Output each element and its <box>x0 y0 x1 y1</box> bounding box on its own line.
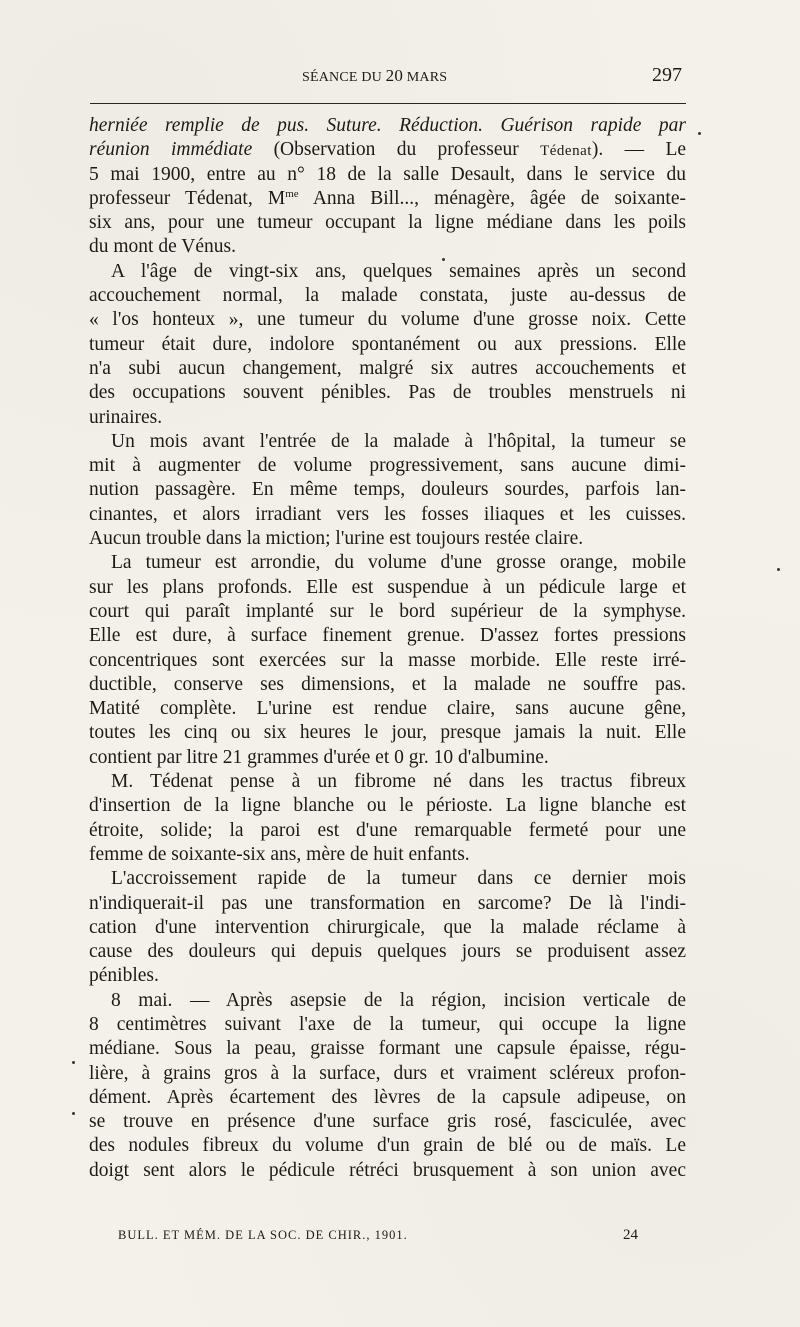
text-line <box>89 381 686 405</box>
text-run: n'indiquerait-il pas une transformation en sarcome? De là l'indi- <box>89 892 686 914</box>
text-line <box>89 430 686 454</box>
ink-speck <box>442 258 445 261</box>
text-line <box>89 1037 686 1061</box>
text-run: nution passagère. En même temps, douleurs sourdes, parfois lan- <box>89 479 686 501</box>
text-line <box>89 673 686 697</box>
text-run: M. Tédenat pense à un fibrome né dans les tractus fibreux <box>111 771 686 793</box>
text-run: A l'âge de vingt-six ans, quelques semaines après un second <box>111 260 686 282</box>
text-run: femme de soixante-six ans, mère de huit enfants. <box>89 843 470 865</box>
text-run: 5 mai 1900, entre au n° 18 de la salle Desault, dans le service du <box>89 163 686 185</box>
ink-speck <box>72 1112 75 1115</box>
text-run: sur les plans profonds. Elle est suspendue à un pédicule large et <box>89 576 686 598</box>
text-line <box>89 697 686 721</box>
text-line <box>89 406 686 430</box>
text-run: professeur Tédenat, M <box>89 187 286 209</box>
running-title <box>302 66 447 86</box>
text-line <box>89 235 686 259</box>
running-title-prefix: SÉANCE DU <box>302 70 386 85</box>
text-run: ductible, conserve ses dimensions, et la malade ne souffre pas. <box>89 673 686 695</box>
footer-signature: 24 <box>623 1227 638 1243</box>
text-run: réunion immédiate <box>89 139 253 161</box>
text-line <box>89 1086 686 1110</box>
text-line <box>89 819 686 843</box>
text-run: « l'os honteux », une tumeur du volume d'une grosse noix. Cette <box>89 309 686 331</box>
text-run: 8 centimètres suivant l'axe de la tumeur, qui occupe la ligne <box>89 1013 686 1035</box>
text-line <box>89 454 686 478</box>
text-run: contient par litre 21 grammes d'urée et 0 gr. 10 d'albumine. <box>89 746 549 768</box>
running-title-suffix: MARS <box>403 70 448 85</box>
text-run: Matité complète. L'urine est rendue claire, sans aucune gêne, <box>89 698 686 720</box>
text-run: mit à augmenter de volume progressivement, sans aucune dimi- <box>89 455 686 477</box>
footer-source: BULL. ET MÉM. DE LA SOC. DE CHIR., 1901. <box>118 1228 408 1242</box>
text-run: herniée remplie de pus. Suture. Réduction. Guérison rapide par <box>89 115 686 136</box>
text-run: du mont de Vénus. <box>89 236 236 258</box>
text-line <box>89 503 686 527</box>
text-line <box>89 600 686 624</box>
body-text <box>89 114 686 1183</box>
text-line <box>89 211 686 235</box>
text-line <box>89 187 686 211</box>
text-line <box>89 770 686 794</box>
text-run: court qui paraît implanté sur le bord supérieur de la symphyse. <box>89 600 686 622</box>
text-run: concentriques sont exercées sur la masse morbide. Elle reste irré- <box>89 649 686 671</box>
text-run: se trouve en présence d'une surface gris rosé, fasciculée, avec <box>89 1111 686 1133</box>
text-line <box>89 478 686 502</box>
text-run: urinaires. <box>89 406 163 428</box>
text-line <box>89 649 686 673</box>
text-line <box>89 916 686 940</box>
text-line <box>89 964 686 988</box>
text-run: six ans, pour une tumeur occupant la ligne médiane dans les poils <box>89 212 686 234</box>
text-line <box>89 1110 686 1134</box>
text-line <box>89 284 686 308</box>
text-line <box>89 163 686 187</box>
text-run: médiane. Sous la peau, graisse formant une capsule épaisse, régu- <box>89 1038 686 1060</box>
text-line <box>89 1013 686 1037</box>
text-line <box>89 867 686 891</box>
text-run: d'insertion de la ligne blanche ou le périoste. La ligne blanche est <box>89 795 686 817</box>
text-run: Elle est dure, à surface finement grenue. D'assez fortes pressions <box>89 625 686 647</box>
text-line <box>89 527 686 551</box>
page-number: 297 <box>652 64 682 86</box>
text-line <box>89 1134 686 1158</box>
text-line <box>89 989 686 1013</box>
text-line <box>89 794 686 818</box>
text-run: lière, à grains gros à la surface, durs et vraiment scléreux profon- <box>89 1062 686 1084</box>
text-line <box>89 114 686 138</box>
text-line <box>89 138 686 162</box>
running-title-number: 20 <box>385 66 404 85</box>
text-run: cinantes, et alors irradiant vers les fosses iliaques et les cuisses. <box>89 503 686 525</box>
text-run: cation d'une intervention chirurgicale, que la malade réclame à <box>89 916 686 938</box>
text-line <box>89 746 686 770</box>
text-line <box>89 576 686 600</box>
text-run: des nodules fibreux du volume d'un grain de blé ou de maïs. Le <box>89 1135 686 1157</box>
ink-speck <box>698 132 701 135</box>
ink-speck <box>777 568 780 571</box>
text-run: doigt sent alors le pédicule rétréci brusquement à son union avec <box>89 1159 686 1181</box>
text-line <box>89 892 686 916</box>
text-run: 8 mai. — Après asepsie de la région, incision verticale de <box>111 989 686 1011</box>
page-footer <box>118 1228 638 1248</box>
text-run: Aucun trouble dans la miction; l'urine est toujours restée claire. <box>89 528 584 550</box>
text-line <box>89 357 686 381</box>
text-run: des occupations souvent pénibles. Pas de troubles menstruels ni <box>89 382 686 404</box>
running-header <box>90 62 686 92</box>
text-run: Tédenat <box>540 143 592 160</box>
text-line <box>89 260 686 284</box>
text-run: n'a subi aucun changement, malgré six autres accouchements et <box>89 357 686 379</box>
text-run: L'accroissement rapide de la tumeur dans ce dernier mois <box>111 868 686 890</box>
text-line <box>89 1062 686 1086</box>
text-run: pénibles. <box>89 965 159 987</box>
text-run: toutes les cinq ou six heures le jour, presque jamais la nuit. Elle <box>89 722 686 744</box>
text-run: tumeur était dure, indolore spontanément ou aux pressions. Elle <box>89 333 686 355</box>
text-run: étroite, solide; la paroi est d'une remarquable fermeté pour une <box>89 819 686 841</box>
ink-speck <box>72 1061 75 1064</box>
text-run: cause des douleurs qui depuis quelques jours se produisent assez <box>89 941 686 963</box>
text-run: accouchement normal, la malade constata, juste au-dessus de <box>89 285 686 307</box>
text-line <box>89 940 686 964</box>
text-run: La tumeur est arrondie, du volume d'une grosse orange, mobile <box>111 552 686 574</box>
text-line <box>89 843 686 867</box>
text-run: ). — Le <box>591 139 687 161</box>
text-line <box>89 624 686 648</box>
text-run: (Observation du professeur <box>252 139 541 161</box>
text-run: Anna Bill..., ménagère, âgée de soixante- <box>298 187 686 209</box>
text-line <box>89 721 686 745</box>
text-line <box>89 308 686 332</box>
text-line <box>89 1159 686 1183</box>
text-run: Un mois avant l'entrée de la malade à l'hôpital, la tumeur se <box>111 430 686 452</box>
text-run: me <box>285 187 299 200</box>
text-line <box>89 551 686 575</box>
text-run: dément. Après écartement des lèvres de la capsule adipeuse, on <box>89 1086 686 1108</box>
header-rule <box>90 103 686 104</box>
text-line <box>89 333 686 357</box>
